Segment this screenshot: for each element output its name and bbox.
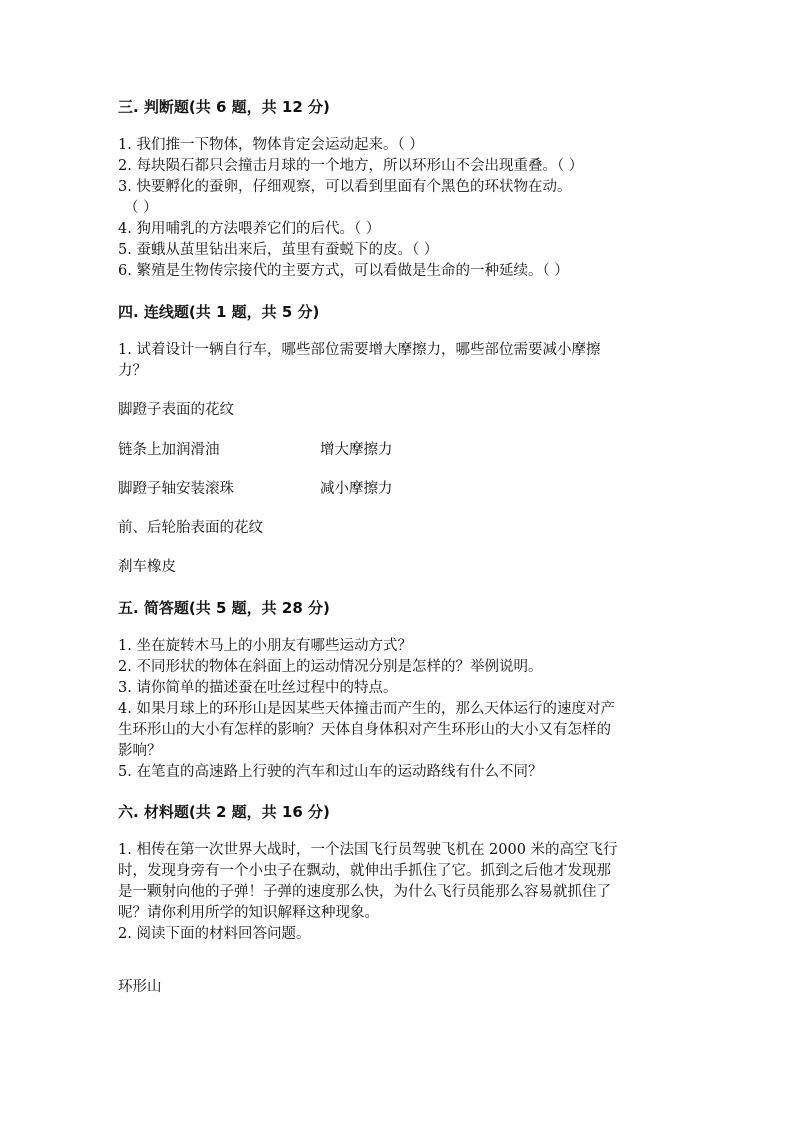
short-item-5: 5. 在笔直的高速路上行驶的汽车和过山车的运动路线有什么不同？ — [118, 764, 543, 780]
short-item-4-line2: 生环形山的大小有怎样的影响？天体自身体积对产生环形山的大小又有怎样的 — [118, 722, 611, 738]
material-item-1-line3: 是一颗射向他的子弹！子弹的速度那么快，为什么飞行员能那么容易就抓住了 — [118, 884, 611, 900]
material-item-1-line4: 呢？请你利用所学的知识解释这种现象。 — [118, 905, 379, 921]
section6-heading: 六. 材料题(共 2 题，共 16 分) — [118, 803, 330, 821]
judge-item-1: 1. 我们推一下物体，物体肯定会运动起来。（ ） — [118, 137, 424, 153]
short-item-4-line1: 4. 如果月球上的环形山是因某些天体撞击而产生的，那么天体运行的速度对产 — [118, 701, 615, 717]
section5-heading: 五. 简答题(共 5 题，共 28 分) — [118, 599, 330, 617]
match-question-line1: 1. 试着设计一辆自行车，哪些部位需要增大摩擦力，哪些部位需要减小摩擦 — [118, 342, 601, 358]
section4-heading: 四. 连线题(共 1 题，共 5 分) — [118, 303, 320, 321]
judge-item-6: 6. 繁殖是生物传宗接代的主要方式，可以看做是生命的一种延续。（ ） — [118, 263, 569, 279]
material-title: 环形山 — [118, 979, 162, 995]
match-question-line2: 力？ — [118, 363, 147, 379]
short-item-2: 2. 不同形状的物体在斜面上的运动情况分别是怎样的？举例说明。 — [118, 659, 543, 675]
judge-item-3: 3. 快要孵化的蚕卵，仔细观察，可以看到里面有个黑色的环状物在动。 — [118, 179, 572, 195]
section3-heading: 三. 判断题(共 6 题，共 12 分) — [118, 98, 330, 116]
match-left-item-5: 刹车橡皮 — [118, 559, 176, 575]
match-left-item-4: 前、后轮胎表面的花纹 — [118, 520, 263, 536]
short-item-1: 1. 坐在旋转木马上的小朋友有哪些运动方式？ — [118, 638, 412, 654]
material-item-1-line1: 1. 相传在第一次世界大战时，一个法国飞行员驾驶飞机在 2000 米的高空飞行 — [118, 842, 618, 858]
material-item-2: 2. 阅读下面的材料回答问题。 — [118, 926, 311, 942]
match-right-item-2: 减小摩擦力 — [320, 481, 393, 497]
short-item-3: 3. 请你简单的描述蚕在吐丝过程中的特点。 — [118, 680, 398, 696]
material-item-1-line2: 时，发现身旁有一个小虫子在飘动，就伸出手抓住了它。抓到之后他才发现那 — [118, 863, 611, 879]
judge-item-3-answer: （ ） — [124, 200, 158, 216]
match-left-item-2: 链条上加润滑油 — [118, 442, 220, 458]
short-item-4-line3: 影响？ — [118, 743, 162, 759]
judge-item-4: 4. 狗用哺乳的方法喂养它们的后代。（ ） — [118, 221, 381, 237]
match-left-item-1: 脚蹬子表面的花纹 — [118, 402, 234, 418]
match-right-item-1: 增大摩擦力 — [320, 442, 393, 458]
match-left-item-3: 脚蹬子轴安装滚珠 — [118, 481, 234, 497]
judge-item-2: 2. 每块陨石都只会撞击月球的一个地方，所以环形山不会出现重叠。（ ） — [118, 158, 584, 174]
judge-item-5: 5. 蚕蛾从茧里钻出来后，茧里有蚕蜕下的皮。（ ） — [118, 242, 439, 258]
